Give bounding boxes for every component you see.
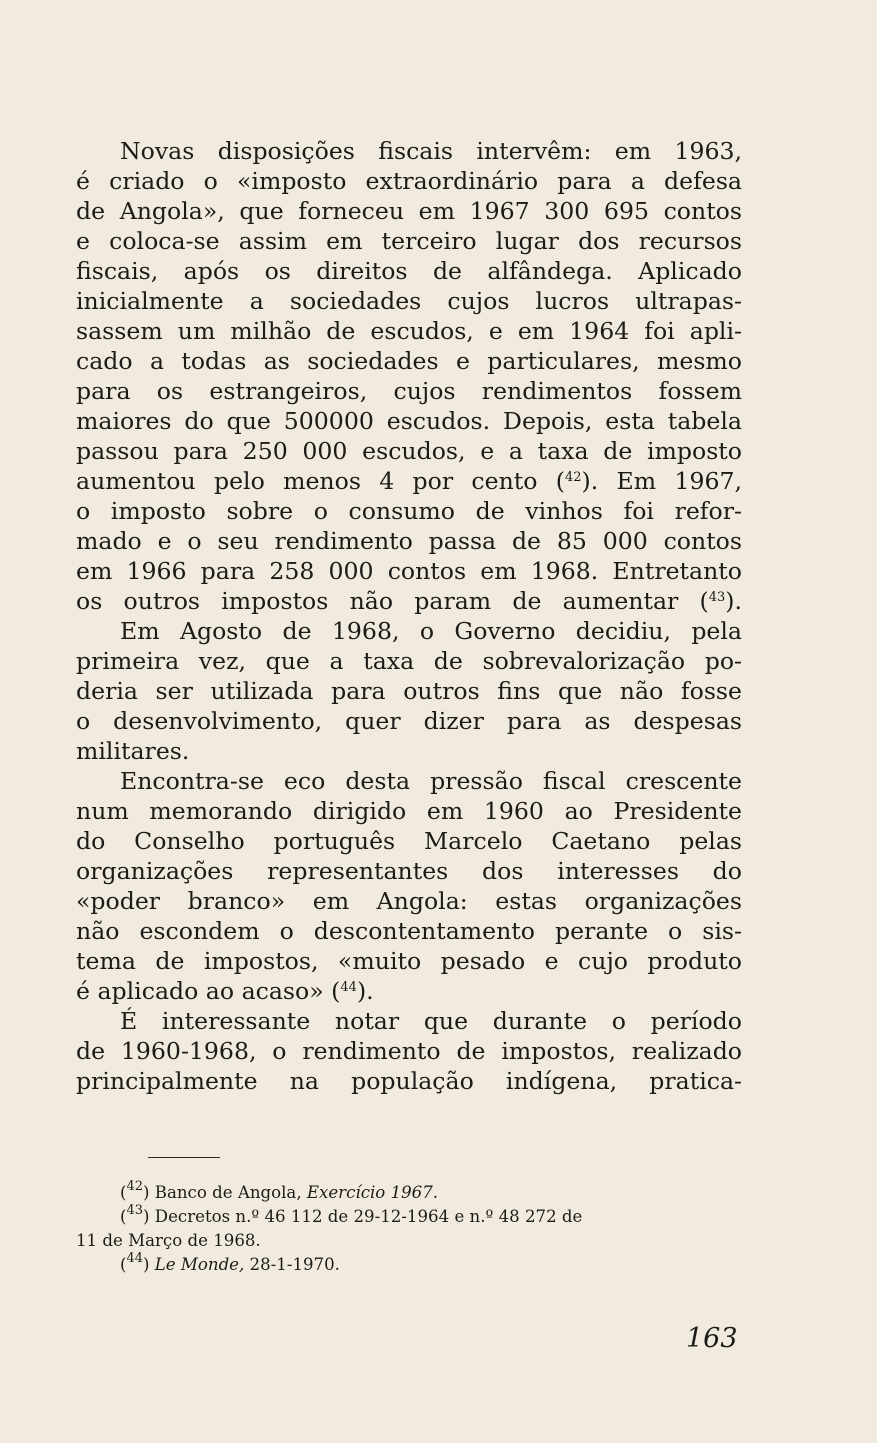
text-line: militares. (76, 737, 190, 765)
text-line: inicialmente a sociedades cujos lucros ultrapas- (76, 287, 742, 315)
footnote-separator (148, 1157, 220, 1158)
line-segment: aumentou pelo menos 4 por cento ( (76, 467, 565, 495)
text-line: Em Agosto de 1968, o Governo decidiu, pela (120, 617, 742, 645)
line-segment: ). (725, 587, 742, 615)
footnote-mark: 43 (126, 1203, 144, 1218)
footnote-text: Banco de Angola, (154, 1183, 307, 1202)
footnote-title: Exercício 1967. (306, 1183, 439, 1202)
text-line: Encontra-se eco desta pressão fiscal crescente (120, 767, 742, 795)
text-line: passou para 250 000 escudos, e a taxa de imposto (76, 437, 742, 465)
footnote-mark: 42 (126, 1179, 144, 1194)
footnote-44: ($^{44}$) Le Monde, 28-1-1970. (120, 1251, 340, 1274)
text-line: primeira vez, que a taxa de sobrevalorização po- (76, 647, 742, 675)
text-line: cado a todas as sociedades e particulares, mesmo (76, 347, 742, 375)
text-line: de 1960-1968, o rendimento de impostos, realizado (76, 1037, 742, 1065)
text-line: em 1966 para 258 000 contos em 1968. Entretanto (76, 557, 742, 585)
footnote-43: ($^{43}$) Decretos n.º 46 112 de 29-12-1964 e n.º 48 272 de (120, 1203, 583, 1226)
text-line: e coloca-se assim em terceiro lugar dos recursos (76, 227, 742, 255)
line-segment: os outros impostos não param de aumentar ( (76, 587, 709, 615)
text-line: principalmente na população indígena, pratica- (76, 1067, 742, 1095)
footnotes (76, 1181, 742, 1277)
text-line: Novas disposições fiscais intervêm: em 1963, (120, 137, 742, 165)
text-line: o desenvolvimento, quer dizer para as despesas (76, 707, 742, 735)
text-line: não escondem o descontentamento perante o sis- (76, 917, 742, 945)
footnote-43-continuation: 11 de Março de 1968. (76, 1231, 261, 1250)
text-line: sassem um milhão de escudos, e em 1964 foi apli- (76, 317, 742, 345)
text-line: mado e o seu rendimento passa de 85 000 contos (76, 527, 742, 555)
text-line: tema de impostos, «muito pesado e cujo produto (76, 947, 742, 975)
body-text (76, 136, 742, 1096)
text-line (76, 586, 742, 616)
text-line: maiores do que 500000 escudos. Depois, esta tabela (76, 407, 742, 435)
text-line: do Conselho português Marcelo Caetano pelas (76, 827, 742, 855)
text-line (76, 976, 742, 1006)
footnote-ref-42[interactable]: 42 (565, 470, 582, 485)
footnote-text: 28-1-1970. (244, 1255, 340, 1274)
line-segment: ). (356, 977, 374, 1005)
footnote-title: Le Monde, (154, 1255, 245, 1274)
text-line: deria ser utilizada para outros fins que não fosse (76, 677, 742, 705)
footnote-ref-44[interactable]: 44 (340, 980, 357, 995)
text-line: organizações representantes dos interesses do (76, 857, 742, 885)
footnote-text: Decretos n.º 46 112 de 29-12-1964 e n.º 48 272 de (154, 1207, 583, 1226)
text-line: «poder branco» em Angola: estas organizações (76, 887, 742, 915)
page-number: 163 (686, 1323, 738, 1354)
text-line: É interessante notar que durante o período (120, 1007, 742, 1035)
line-segment: ). Em 1967, (581, 467, 742, 495)
text-line: num memorando dirigido em 1960 ao Presidente (76, 797, 742, 825)
text-line: é criado o «imposto extraordinário para a defesa (76, 167, 742, 195)
footnote-ref-43[interactable]: 43 (708, 590, 726, 605)
footnote-42: ($^{42}$) Banco de Angola, Exercício 1967. (120, 1179, 439, 1202)
text-line (76, 466, 742, 496)
text-line: para os estrangeiros, cujos rendimentos fossem (76, 377, 742, 405)
footnote-mark: 44 (126, 1251, 144, 1266)
text-line: de Angola», que forneceu em 1967 300 695 contos (76, 197, 742, 225)
text-line: fiscais, após os direitos de alfândega. Aplicado (76, 257, 742, 285)
line-segment: é aplicado ao acaso» ( (76, 977, 341, 1005)
text-line: o imposto sobre o consumo de vinhos foi refor- (76, 497, 742, 525)
